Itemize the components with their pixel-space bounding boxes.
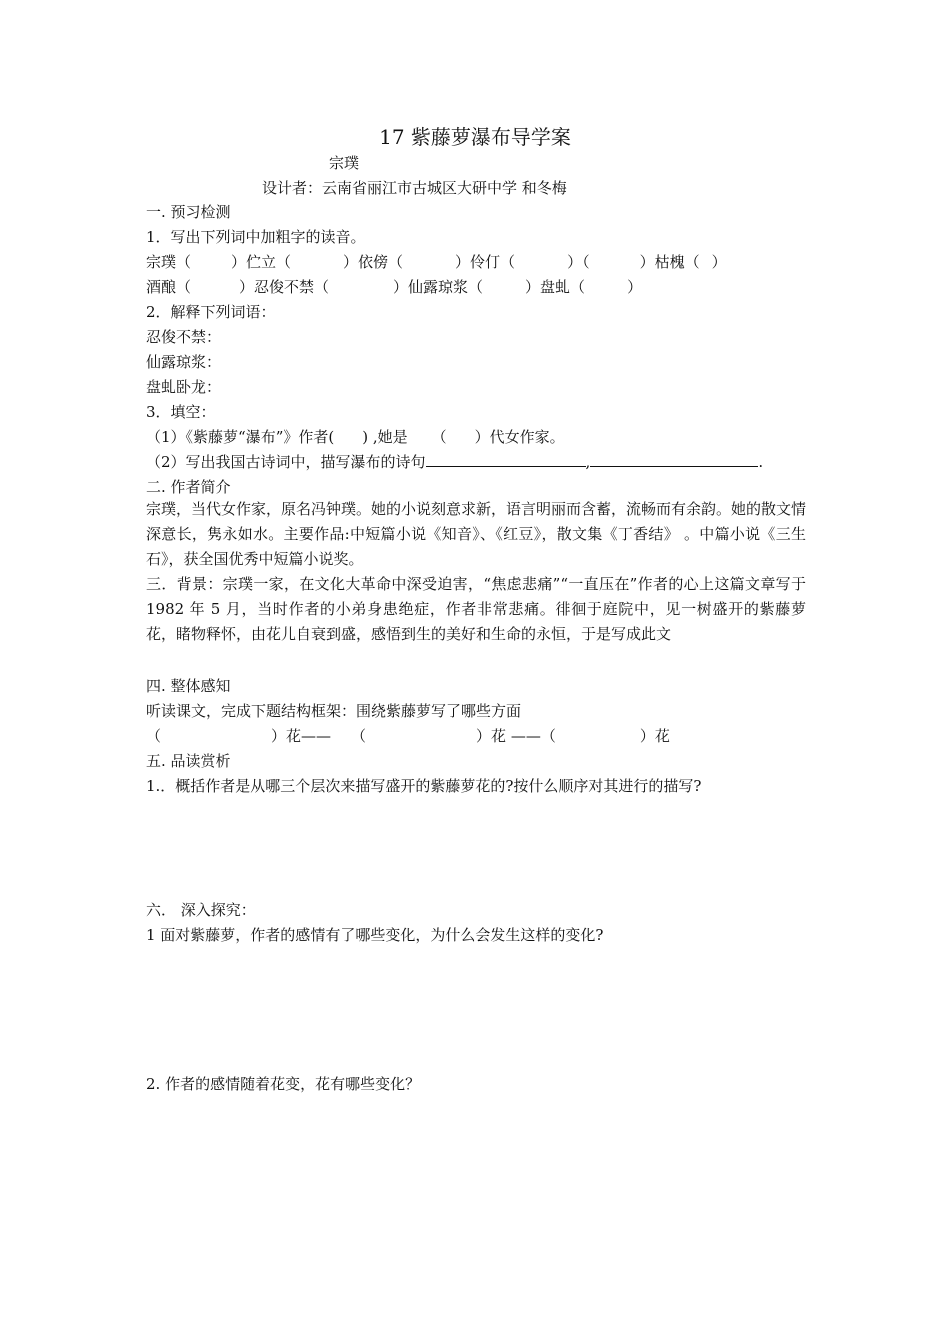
pinyin-item: ）（	[567, 253, 590, 271]
frame-text: （	[351, 727, 367, 745]
fill-text: ）代女作家。	[474, 428, 565, 446]
section-4-heading: 四. 整体感知	[146, 677, 231, 695]
question-1-3: 3．填空：	[146, 403, 216, 421]
pinyin-item: ）仙露琼浆（	[393, 278, 484, 296]
designer-line: 设计者：云南省丽江市古城区大研中学 和冬梅	[262, 179, 567, 197]
fill-text: ,	[585, 453, 591, 471]
author-intro: 宗璞，当代女作家，原名冯钟璞。她的小说刻意求新，语言明丽而含蓄，流畅而有余韵。她的散文情深意长，隽永如水。主要作品:中短篇小说《知音》、《红豆》，散文集《丁香结》 。中篇小说《三生石》，获全国优秀中短篇小说奖。	[146, 500, 807, 568]
pinyin-item: ）伶仃（	[455, 253, 516, 271]
pinyin-row-2	[146, 277, 642, 297]
fill-text: （2）写出我国古诗词中，描写瀑布的诗句	[146, 453, 426, 471]
background-paragraph: 三．背景：宗璞一家，在文化大革命中深受迫害，“焦虑悲痛”“一直压在”作者的心上这篇文章写于 1982 年 5 月，当时作者的小弟身患绝症，作者非常悲痛。徘徊于庭院中，见一树盛开的紫藤萝花，睹物释怀，由花儿自衰到盛，感悟到生的美好和生命的永恒，于是写成此文	[146, 575, 806, 643]
author-line: 宗璞	[329, 154, 360, 172]
section-1-heading: 一. 预习检测	[146, 203, 231, 221]
section-6-heading: 六． 深入探究：	[146, 901, 256, 919]
fill-text: （	[431, 428, 447, 446]
pinyin-item: ）	[711, 253, 727, 271]
term-3: 盘虬卧龙：	[146, 378, 222, 396]
document-title: 17 紫藤萝瀑布导学案	[379, 125, 571, 149]
section-4-prompt: 听读课文，完成下题结构框架：围绕紫藤萝写了哪些方面	[146, 702, 522, 720]
pinyin-item: 宗璞（	[146, 253, 192, 271]
fill-text: ) ,她是	[362, 428, 408, 446]
term-2: 仙露琼浆：	[146, 353, 222, 371]
term-1: 忍俊不禁：	[146, 328, 222, 346]
fill-text: .	[758, 453, 764, 471]
frame-text: ）花 ——（	[476, 727, 556, 745]
structure-frame	[146, 726, 670, 746]
answer-blank[interactable]	[590, 452, 758, 467]
section-2-heading: 二. 作者简介	[146, 478, 231, 496]
fill-text: （1）《紫藤萝“瀑布”》作者(	[146, 428, 335, 446]
pinyin-item: ）枯槐（	[639, 253, 700, 271]
pinyin-item: 酒酿（	[146, 278, 192, 296]
pinyin-row-1	[146, 252, 727, 272]
pinyin-item: ）依傍（	[343, 253, 404, 271]
pinyin-item: ）忍俊不禁（	[239, 278, 330, 296]
answer-blank[interactable]	[426, 452, 586, 467]
pinyin-item: ）	[627, 278, 643, 296]
question-5-1: 1.．概括作者是从哪三个层次来描写盛开的紫藤萝花的?按什么顺序对其进行的描写?	[146, 777, 702, 795]
fill-line-2	[146, 452, 763, 472]
fill-line-1	[146, 427, 565, 447]
pinyin-item: ）伫立（	[231, 253, 292, 271]
question-1-2: 2．解释下列词语：	[146, 303, 276, 321]
pinyin-item: ）盘虬（	[525, 278, 586, 296]
question-6-2: 2. 作者的感情随着花变，花有哪些变化？	[146, 1075, 421, 1093]
question-1-1: 1．写出下列词中加粗字的读音。	[146, 228, 366, 246]
section-5-heading: 五. 品读赏析	[146, 752, 231, 770]
frame-text: ）花——	[271, 727, 332, 745]
frame-text: ）花	[639, 727, 670, 745]
frame-text: （	[146, 727, 162, 745]
question-6-1: 1 面对紫藤萝，作者的感情有了哪些变化，为什么会发生这样的变化?	[146, 926, 604, 944]
